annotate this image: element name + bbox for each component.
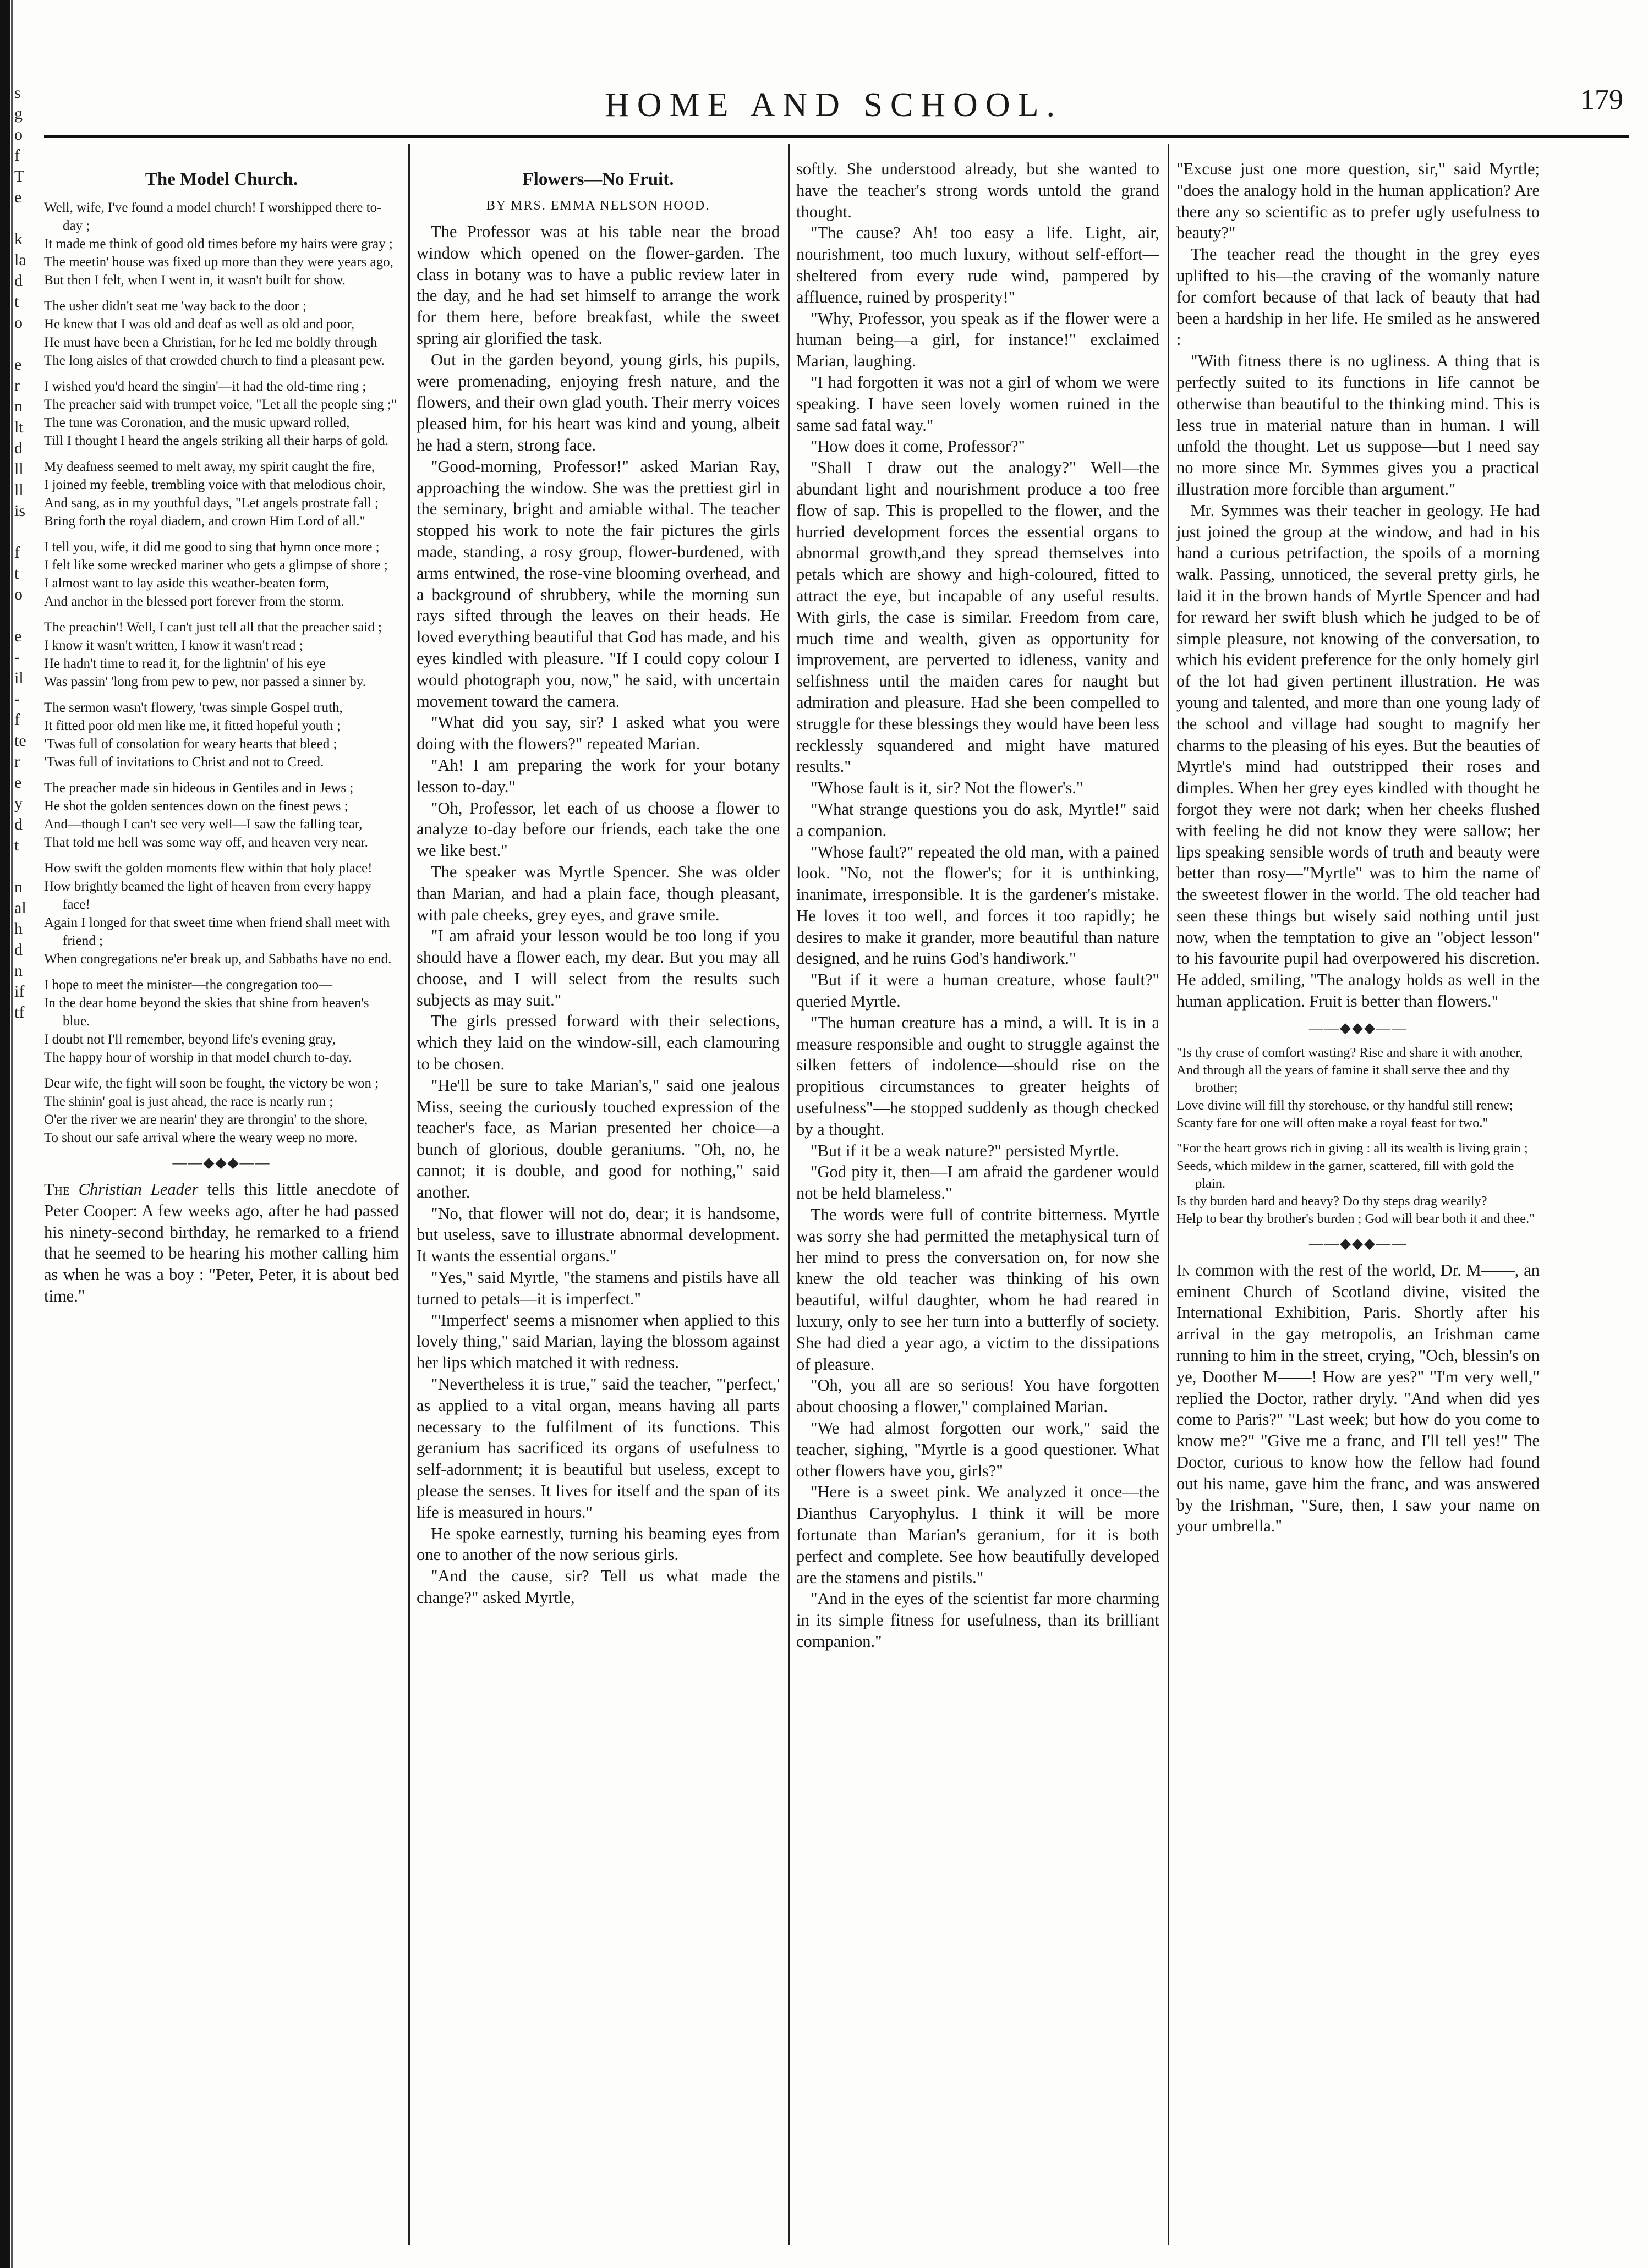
column-2 (417, 149, 780, 2255)
poem-line: And sang, as in my youthful days, "Let angels prostrate fall ; (44, 496, 379, 510)
section-ornament: ——◆◆◆—— (172, 1155, 271, 1171)
cruse-of-comfort-poem (1176, 1044, 1540, 1228)
anecdote-source: Christian Leader (78, 1180, 199, 1199)
paragraph: The Professor was at his table near the broad window which opened on the flower-garden. The class in botany was to have a public review later in the day, and he had set himself to arrange the work for them here, before breakfast, while the sweet spring air glorified the task. (417, 222, 780, 348)
poem-line: The long aisles of that crowded church to find a pleasant pew. (44, 353, 385, 368)
poem-line: "Is thy cruse of comfort wasting? Rise and share it with another, (1176, 1045, 1523, 1060)
page-header (39, 83, 1629, 127)
paragraph: "He'll be sure to take Marian's," said one jealous Miss, seeing the curiously touched expression of the teacher's face, as Marian presented her choice—a bunch of glorious, double geraniums. "Oh, no, he cannot; it is double, and good for nothing," said another. (417, 1075, 780, 1201)
poem-line: He hadn't time to read it, for the lightnin' of his eye (44, 656, 326, 671)
poem-line: To shout our safe arrival where the weary weep no more. (44, 1130, 358, 1145)
poem-line: Help to bear thy brother's burden ; God will bear both it and thee." (1176, 1211, 1535, 1226)
poem-line: It fitted poor old men like me, it fitted hopeful youth ; (44, 718, 341, 733)
poem-line: How swift the golden moments flew within that holy place! (44, 861, 373, 876)
column-3 (796, 149, 1159, 2255)
paragraph: "Oh, Professor, let each of us choose a flower to analyze to-day before our friends, each take the one we like best." (417, 798, 780, 860)
poem-line: But then I felt, when I went in, it wasn't built for show. (44, 273, 346, 288)
poem-line: The tune was Coronation, and the music upward rolled, (44, 415, 350, 430)
paragraph: "And the cause, sir? Tell us what made the change?" asked Myrtle, (417, 1567, 780, 1607)
paragraph: softly. She understood already, but she wanted to have the teacher's strong words untold the grand thought. (796, 160, 1159, 221)
poem-line: I almost want to lay aside this weather-beaten form, (44, 576, 330, 591)
paragraph: "Why, Professor, you speak as if the flower were a human being—a girl, for instance!" exclaimed Marian, laughing. (796, 309, 1159, 371)
paragraph: "Shall I draw out the analogy?" Well—the abundant light and nourishment produce a too free flow of sap. This is propelled to the flower, and the hurried development forces the essential organs to abnormal growth,and they spread themselves into petals which are showy and high-coloured, fitted to attract the eye, but incapable of any useful results. With girls, the case is similar. Freedom from care, much time and wealth, given as opportunity for improvement, are perverted to idleness, vanity and selfishness until the maiden cares for naught but admiration and pleasure. Had she been compelled to struggle for these blessings they would have been less recklessly squandered and might have matured results." (796, 458, 1159, 776)
poem-line: Is thy burden hard and heavy? Do thy steps drag wearily? (1176, 1193, 1487, 1209)
adjacent-page-fragment: s g of Te k la d to er n lt d ll ll is f to e - il- f te re y d t n al h d n if tf (14, 84, 26, 1022)
poem-stanza (44, 297, 399, 370)
story-byline: BY MRS. EMMA NELSON HOOD. (486, 199, 710, 213)
paragraph: "Oh, you all are so serious! You have forgotten about choosing a flower," complained Marian. (796, 1376, 1159, 1416)
poem-stanza (1176, 1140, 1540, 1228)
anecdote-lead: The (44, 1180, 70, 1199)
column-divider (408, 144, 410, 2245)
poem-line: The shinin' goal is just ahead, the race is nearly run ; (44, 1094, 333, 1109)
paragraph: "But if it were a human creature, whose fault?" queried Myrtle. (796, 970, 1159, 1011)
poem-line: He shot the golden sentences down on the finest pews ; (44, 799, 348, 814)
paragraph: Mr. Symmes was their teacher in geology. He had just joined the group at the window, and had in his hand a curious petrifaction, the spoils of a morning walk. Passing, unnoticed, the several pretty girls, he laid it in the brown hands of Myrtle Spencer and had for reward her swift blush which he judged to be of simple pleasure, not knowing of the conversation, to which his evident preference for the only homely girl of the lot had given pertinent illustration. He was young and talented, and more than one young lady of the school and village had sought to magnify her charms to the pleasing of his eyes. But the beauties of Myrtle's mind had outstripped their roses and dimples. When her grey eyes kindled with thought he forgot they were not dark; when her cheeks flushed with feeling he did not know they were sallow; her lips speaking sensible words of truth and beauty were better than rosy—"Myrtle" was to him the name of the sweetest flower in the world. The old teacher had seen these things but wisely said nothing until just now, when the temptation to give an "object lesson" to his favourite pupil had overpowered his discretion. He added, smiling, "The analogy holds as well in the human application. Fruit is better than flowers." (1176, 501, 1540, 1011)
poem-stanza (44, 1074, 399, 1147)
poem-line: 'Twas full of invitations to Christ and not to Creed. (44, 755, 324, 770)
poem-line: I tell you, wife, it did me good to sing that hymn once more ; (44, 540, 380, 554)
paragraph: "Whose fault?" repeated the old man, with a pained look. "No, not the flower's; for it is unthinking, inanimate, irresponsible. It is the gardener's mistake. He loves it too well, and forces it too rapidly; he desires to make it grander, more beautiful than nature designed, and he ruins God's handiwork." (796, 842, 1159, 968)
poem-line: I hope to meet the minister—the congregation too— (44, 978, 333, 992)
header-rule (44, 135, 1629, 138)
poem-stanza (44, 538, 399, 611)
poem-line: The meetin' house was fixed up more than they were years ago, (44, 255, 393, 270)
story-title: Flowers—No Fruit. (522, 169, 674, 189)
story-body-part-2 (796, 158, 1159, 1652)
poem-line: In the dear home beyond the skies that shine from heaven's blue. (44, 996, 369, 1029)
poem-line: When congregations ne'er break up, and Sabbaths have no end. (44, 952, 392, 966)
paragraph: "Good-morning, Professor!" asked Marian Ray, approaching the window. She was the prettiest girl in the seminary, bright and amiable withal. The teacher stopped his work to note the fair pictures the girls made, standing, a rosy group, flower-burdened, with arms entwined, the rose-vine blooming overhead, and a background of shrubbery, while the morning sun rays sifted through the leaves on their heads. He loved everything beautiful that God has made, and his eyes kindled with pleasure. "If I could copy colour I would photograph you, now," he said, with uncertain movement toward the camera. (417, 457, 780, 711)
poem-line: That told me hell was some way off, and heaven very near. (44, 835, 368, 850)
poem-stanza (44, 458, 399, 530)
paragraph: "The human creature has a mind, a will. It is in a measure responsible and ought to struggle against the silken fetters of indolence—should rise on the propitious circumstances to greater heights of usefulness"—he stopped suddenly as though checked by a thought. (796, 1013, 1159, 1139)
closing-text: common with the rest of the world, Dr. M——, an eminent Church of Scotland divine, visited the International Exhibition, Paris. Shortly after his arrival in the gay metropolis, an Irishman came running to him in the street, crying, "Och, blessin's on ye, Doother M——! How are yes?" "I'm very well," replied the Doctor, rather dryly. "And when did yes come to Paris?" "Last week; but how do you come to know me?" "Give me a franc, and I'll tell yes!" The Doctor, curious to know how the fellow had found out his name, gave him the franc, and was answered by the Irishman, "Sure, then, I saw your name on your umbrella." (1176, 1260, 1540, 1536)
poem-line: The preacher made sin hideous in Gentiles and in Jews ; (44, 781, 354, 795)
poem-line: I know it wasn't written, I know it wasn't read ; (44, 638, 303, 653)
poem-line: The preachin'! Well, I can't just tell all that the preacher said ; (44, 620, 382, 635)
poem-line: Love divine will fill thy storehouse, or thy handful still renew; (1176, 1097, 1513, 1113)
publication-title: HOME AND SCHOOL. (605, 86, 1063, 124)
poem-line: O'er the river we are nearin' they are throngin' to the shore, (44, 1112, 368, 1127)
poem-stanza (44, 976, 399, 1067)
story-body-part-1 (417, 221, 780, 1608)
poem-line: It made me think of good old times before my hairs were gray ; (44, 237, 393, 251)
paragraph: He spoke earnestly, turning his beaming eyes from one to another of the now serious girls. (417, 1524, 780, 1564)
column-1 (44, 149, 399, 2255)
poem-line: The usher didn't seat me 'way back to the door ; (44, 299, 306, 314)
closing-lead: In (1176, 1260, 1191, 1279)
paragraph: "I had forgotten it was not a girl of whom we were speaking. I have seen lovely women ruined in the same sad fatal way." (796, 372, 1159, 435)
paragraph: "'Imperfect' seems a misnomer when applied to this lovely thing," said Marian, laying the blossom against her lips which matched it with redness. (417, 1310, 780, 1372)
poem-line: The preacher said with trumpet voice, "Let all the people sing ;" (44, 397, 397, 412)
poem-stanza (44, 618, 399, 691)
poem-line: My deafness seemed to melt away, my spirit caught the fire, (44, 459, 375, 474)
paragraph: The teacher read the thought in the grey eyes uplifted to his—the craving of the womanly nature for comfort because of that lack of beauty that had been a hardship in her life. He smiled as he answered : (1176, 245, 1540, 349)
model-church-poem (44, 199, 399, 1147)
poem-line: Bring forth the royal diadem, and crown Him Lord of all." (44, 514, 365, 529)
page-number: 179 (1580, 84, 1623, 116)
poem-line: He must have been a Christian, for he led me boldly through (44, 335, 377, 350)
paragraph: "What did you say, sir? I asked what you were doing with the flowers?" repeated Marian. (417, 713, 780, 754)
column-4 (1176, 149, 1540, 2255)
paragraph: The speaker was Myrtle Spencer. She was older than Marian, and had a plain face, though pleasant, with pale cheeks, grey eyes, and grave smile. (417, 862, 780, 924)
paragraph: "And in the eyes of the scientist far more charming in its simple fitness for usefulness, than its brilliant companion." (796, 1589, 1159, 1651)
paragraph: "I am afraid your lesson would be too long if you should have a flower each, my dear. But you may all choose, and I will select from the results such subjects as may suit." (417, 926, 780, 1009)
column-divider (788, 144, 790, 2245)
paragraph: "Excuse just one more question, sir," said Myrtle; "does the analogy hold in the human application? Are there any so scientific as to prefer ugly usefulness to beauty?" (1176, 160, 1540, 243)
poem-stanza (44, 199, 399, 289)
story-body-part-3 (1176, 158, 1540, 1012)
poem-stanza (44, 377, 399, 450)
poem-line: I doubt not I'll remember, beyond life's evening gray, (44, 1032, 336, 1047)
paragraph: "How does it come, Professor?" (811, 437, 1025, 456)
paragraph: "Yes," said Myrtle, "the stamens and pistils have all turned to petals—it is imperfect." (417, 1268, 780, 1308)
paragraph: "Nevertheless it is true," said the teacher, "'perfect,' as applied to a vital organ, means having all parts necessary to the fulfilment of its functions. This geranium has sacrificed its organs of usefulness to self-adornment; it is beautiful but useless, except to please the senses. It lives for itself and the span of its life is measured in hours." (417, 1375, 780, 1522)
column-divider (1168, 144, 1169, 2245)
poem-line: The happy hour of worship in that model church to-day. (44, 1050, 352, 1065)
poem-line: How brightly beamed the light of heaven from every happy face! (44, 879, 371, 912)
poem-line: Scanty fare for one will often make a royal feast for two." (1176, 1115, 1488, 1130)
poem-line: Seeds, which mildew in the garner, scattered, fill with gold the plain. (1176, 1158, 1514, 1191)
section-ornament: ——◆◆◆—— (1309, 1019, 1407, 1036)
poem-line: And anchor in the blessed port forever from the storm. (44, 594, 344, 609)
paragraph: The girls pressed forward with their selections, which they laid on the window-sill, each clamouring to be chosen. (417, 1012, 780, 1074)
poem-line: I felt like some wrecked mariner who gets a glimpse of shore ; (44, 558, 388, 573)
paragraph: "Whose fault is it, sir? Not the flower's." (811, 778, 1083, 798)
paragraph: The words were full of contrite bitterness. Myrtle was sorry she had permitted the metaphysical turn of her mind to press the conversation on, for now she knew the old teacher was thinking of his own beautiful, wilful daughter, whom he had reared in luxury, only to see her turn into a butterfly of society. She had died a year ago, a victim to the dissipations of pleasure. (796, 1205, 1159, 1374)
poem-stanza (44, 859, 399, 968)
poem-line: Again I longed for that sweet time when friend shall meet with friend ; (44, 915, 390, 948)
poem-line: He knew that I was old and deaf as well as old and poor, (44, 317, 355, 332)
paragraph: "But if it be a weak nature?" persisted Myrtle. (811, 1141, 1120, 1160)
paragraph: "The cause? Ah! too easy a life. Light, air, nourishment, too much luxury, without self-effort—sheltered from every rude wind, pampered by affluence, ruined by prosperity!" (796, 223, 1159, 306)
paragraph: "We had almost forgotten our work," said the teacher, sighing, "Myrtle is a good questioner. What other flowers have you, girls?" (796, 1419, 1159, 1480)
poem-line: "For the heart grows rich in giving : all its wealth is living grain ; (1176, 1140, 1528, 1156)
poem-title: The Model Church. (145, 169, 298, 189)
anecdote-doctor-paris (1176, 1260, 1540, 1537)
poem-line: And—though I can't see very well—I saw the falling tear, (44, 817, 363, 832)
binding-edge (11, 0, 13, 2268)
poem-line: 'Twas full of consolation for weary hearts that bleed ; (44, 737, 337, 751)
poem-line: And through all the years of famine it shall serve thee and thy brother; (1176, 1062, 1510, 1095)
anecdote-peter-cooper (44, 1179, 399, 1307)
paragraph: "With fitness there is no ugliness. A thing that is perfectly suited to its functions in life cannot be otherwise than beautiful to the thinking mind. This is less true in material nature than in human. I will unfold the thought. Let us suppose—but I need say no more since Mr. Symmes gives you a practical illustration more forcible than argument." (1176, 352, 1540, 498)
binding-spine (0, 0, 10, 2268)
paragraph: "Here is a sweet pink. We analyzed it once—the Dianthus Caryophylus. I think it will be more fortunate than Marian's geranium, for it is both perfect and complete. See how beautifully developed are the stamens and pistils." (796, 1482, 1159, 1587)
poem-line: Till I thought I heard the angels striking all their harps of gold. (44, 433, 389, 448)
poem-stanza (44, 699, 399, 771)
paragraph: "What strange questions you do ask, Myrtle!" said a companion. (796, 799, 1159, 840)
poem-stanza (44, 779, 399, 852)
poem-line: I wished you'd heard the singin'—it had the old-time ring ; (44, 379, 366, 394)
section-ornament: ——◆◆◆—— (1309, 1235, 1407, 1251)
paragraph: "No, that flower will not do, dear; it is handsome, but useless, save to illustrate abnormal development. It wants the essential organs." (417, 1204, 780, 1266)
poem-line: The sermon wasn't flowery, 'twas simple Gospel truth, (44, 700, 343, 715)
paragraph: Out in the garden beyond, young girls, his pupils, were promenading, enjoying fresh nature, and the flowers, and their own glad youth. Their merry voices pleased him, for his heart was kind and young, albeit he had a stern, strong face. (417, 350, 780, 454)
paragraph: "God pity it, then—I am afraid the gardener would not be held blameless." (796, 1162, 1159, 1203)
poem-stanza (1176, 1044, 1540, 1132)
poem-line: I joined my feeble, trembling voice with that melodious choir, (44, 477, 386, 492)
poem-line: Well, wife, I've found a model church! I worshipped there to-day ; (44, 200, 382, 233)
poem-line: Was passin' 'long from pew to pew, nor passed a sinner by. (44, 674, 366, 689)
poem-line: Dear wife, the fight will soon be fought, the victory be won ; (44, 1076, 379, 1091)
anecdote-text: tells this little anecdote of Peter Cooper: A few weeks ago, after he had passed his ninety-second birthday, he remarked to a friend that he seemed to be hearing his mother calling him as when he was a boy : "Peter, Peter, it is about bed time." (44, 1180, 399, 1305)
paragraph: "Ah! I am preparing the work for your botany lesson to-day." (417, 755, 780, 796)
